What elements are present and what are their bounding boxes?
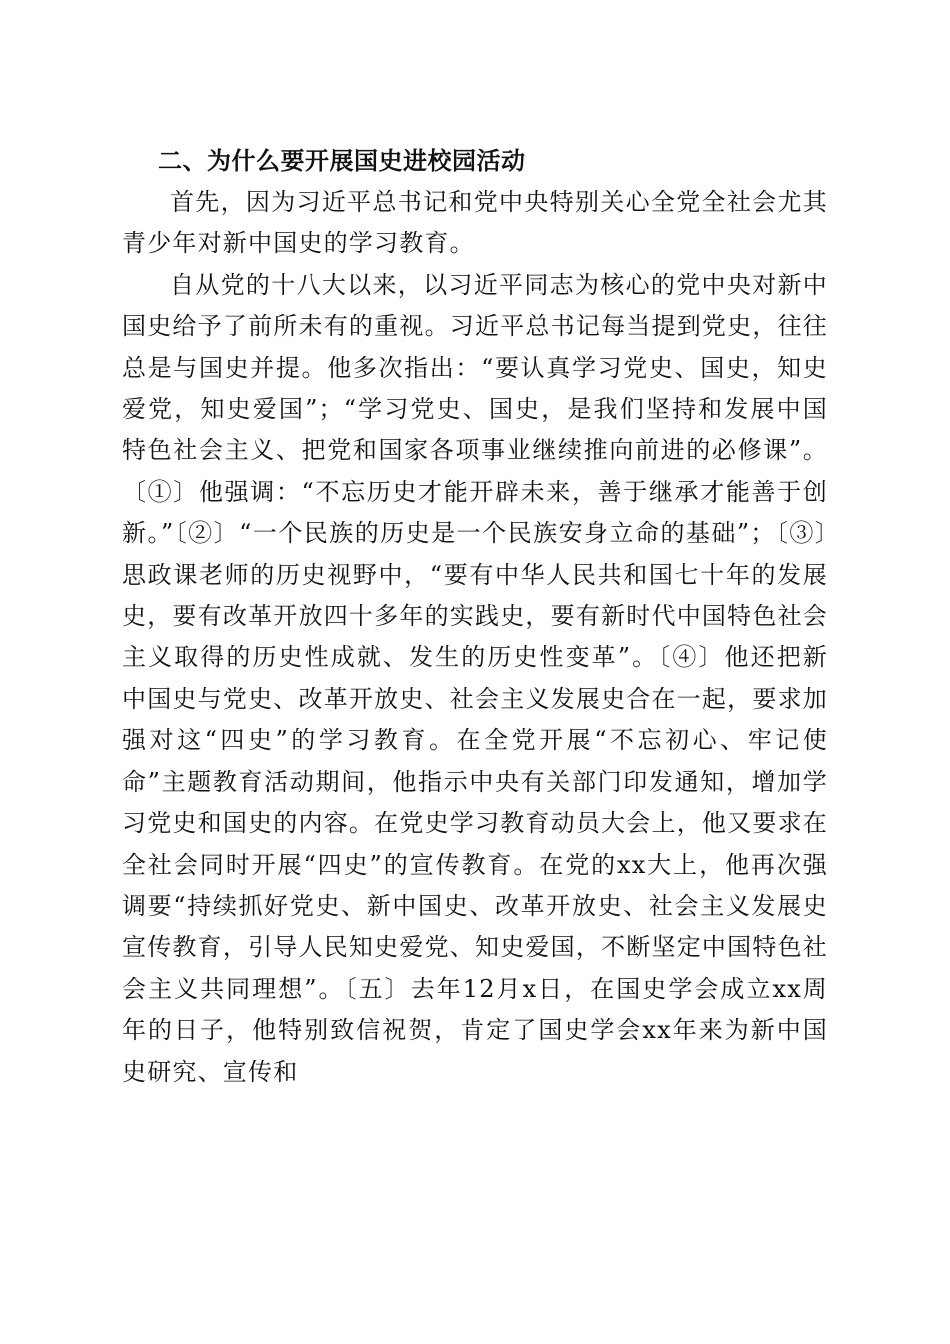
document-body (122, 140, 828, 1093)
paragraph-1: 首先，因为习近平总书记和党中央特别关心全党全社会尤其青少年对新中国史的学习教育。 (122, 188, 828, 258)
section-heading: 二、为什么要开展国史进校园活动 (158, 147, 526, 175)
paragraph-2: 自从党的十八大以来，以习近平同志为核心的党中央对新中国史给予了前所未有的重视。习近平总书记每当提到党史，往往总是与国史并提。他多次指出：“要认真学习党史、国史，知史爱党，知史爱国”；“学习党史、国史，是我们坚持和发展中国特色社会主义、把党和国家各项事业继续推向前进的必修课”。〔①〕他强调：“不忘历史才能开辟未来，善于继承才能善于创新。”〔②〕“一个民族的历史是一个民族安身立命的基础”；〔③〕思政课老师的历史视野中，“要有中华人民共和国七十年的发展史，要有改革开放四十多年的实践史，要有新时代中国特色社会主义取得的历史性成就、发生的历史性变革”。〔④〕他还把新中国史与党史、改革开放史、社会主义发展史合在一起，要求加强对这“四史”的学习教育。在全党开展“不忘初心、牢记使命”主题教育活动期间，他指示中央有关部门印发通知，增加学习党史和国史的内容。在党史学习教育动员大会上，他又要求在全社会同时开展“四史”的宣传教育。在党的xx大上，他再次强调要“持续抓好党史、新中国史、改革开放史、社会主义发展史宣传教育，引导人民知史爱党、知史爱国，不断坚定中国特色社会主义共同理想”。〔五〕去年12月x日，在国史学会成立xx周年的日子，他特别致信祝贺，肯定了国史学会xx年来为新中国史研究、宣传和 (122, 270, 828, 1086)
